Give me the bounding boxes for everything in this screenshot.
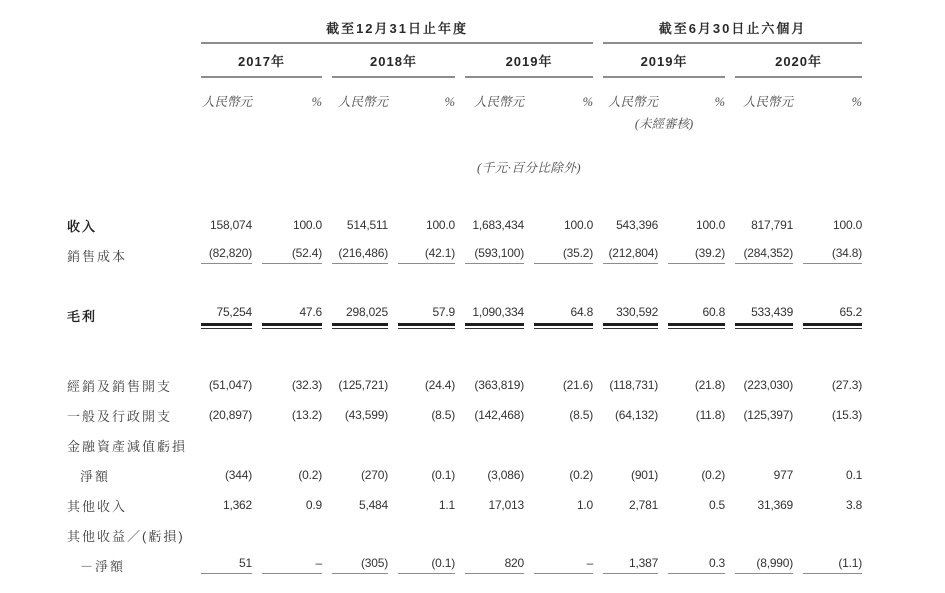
unaudited-note-row [67,110,862,132]
scale-note-cell [455,132,593,176]
percent-cell [793,240,862,270]
unit-header-row [67,78,862,110]
amount-cell [455,550,524,580]
cell-value: 543,396 [616,218,659,232]
amount-cell [455,400,524,430]
amount-cell [725,370,793,400]
row-label: －淨額 [80,558,126,574]
amount-cell [725,460,793,490]
cell-value: (125,397) [743,408,794,422]
percent-cell [658,460,725,490]
amount-cell [725,300,793,330]
income-statement-table [67,12,862,580]
amount-cell [322,300,388,330]
cell-value: (13.2) [291,408,322,422]
cell-value: 533,439 [735,305,793,326]
year-header-2019-interim: 2019年 [603,51,725,78]
cell-value: (118,731) [609,378,659,392]
amount-cell [455,240,524,270]
table-row-gross_profit [67,300,862,330]
year-col-2020-interim [725,44,862,78]
percent-cell [388,460,455,490]
period-group-annual [191,12,593,44]
amount-cell [322,490,388,520]
cell-value: (284,352) [735,246,793,264]
cell-value: 820 [465,556,524,574]
cell-value: 64.8 [534,305,593,326]
year-header-2018: 2018年 [332,51,455,78]
unit-percent-2020: % [851,95,863,109]
percent-cell [252,370,322,400]
year-col-2019-interim [593,44,725,78]
cell-value: 0.9 [305,498,322,512]
cell-value: (20,897) [208,408,252,422]
cell-value: 0.5 [708,498,726,512]
percent-cell [252,210,322,240]
unit-currency-2019: 人民幣元 [473,95,524,109]
cell-value: (27.3) [831,378,863,392]
table-body [67,210,862,580]
amount-cell [725,490,793,520]
scale-note-row [67,132,862,176]
cell-value: 31,369 [757,498,794,512]
percent-cell [252,460,322,490]
cell-value: 1,683,434 [472,218,524,232]
percent-cell [793,460,862,490]
cell-value: 2,781 [629,498,659,512]
unit-percent-2019-interim: % [714,95,726,109]
cell-value: 0.1 [845,468,863,482]
year-header-2017: 2017年 [201,51,322,78]
cell-value: (0.2) [298,468,322,482]
cell-value: 3.8 [845,498,863,512]
year-header-row [67,44,862,78]
cell-value: (52.4) [262,246,322,264]
unit-currency-2018: 人民幣元 [337,95,388,109]
cell-value: (593,100) [465,246,524,264]
cell-value: 100.0 [292,218,322,232]
cell-value: (34.8) [803,246,862,264]
cell-value: 57.9 [398,305,455,326]
percent-cell [252,240,322,270]
row-label: 一般及行政開支 [67,408,173,424]
cell-value: 330,592 [603,305,658,326]
cell-value: (82,820) [201,246,252,264]
percent-cell [252,550,322,580]
unit-currency-2019-interim: 人民幣元 [608,95,659,109]
cell-value: 51 [201,556,252,574]
row-label: 毛利 [67,308,98,324]
cell-value: (212,804) [603,246,658,264]
amount-cell [725,210,793,240]
amount-cell [191,370,252,400]
percent-cell [793,370,862,400]
amount-cell [455,490,524,520]
percent-cell [252,300,322,330]
cell-value: 100.0 [425,218,455,232]
amount-cell [593,490,658,520]
row-label: 銷售成本 [67,248,128,264]
unaudited-note: (未經審核) [634,117,694,131]
amount-cell [322,370,388,400]
year-col-2019 [455,44,593,78]
cell-value: (8.5) [431,408,455,422]
percent-cell [793,300,862,330]
empty-cell [67,132,191,176]
cell-value: (24.4) [424,378,455,392]
cell-value: 60.8 [668,305,725,326]
cell-value: 75,254 [201,305,252,326]
cell-value: (125,721) [338,378,388,392]
table-row-cost_of_sales [67,240,862,270]
cell-value: 17,013 [488,498,524,512]
percent-cell [524,240,593,270]
cell-value: 1.1 [438,498,455,512]
table-row-other_gains_caption [67,520,862,550]
cell-value: (223,030) [743,378,794,392]
cell-value: (51,047) [208,378,252,392]
period-group-interim [593,12,862,44]
amount-cell [322,210,388,240]
percent-cell [658,550,725,580]
percent-cell [524,210,593,240]
amount-cell [191,460,252,490]
empty-corner [67,12,191,44]
percent-cell [658,490,725,520]
empty-cell [191,110,593,132]
table-row-impairment_caption [67,430,862,460]
year-header-2019: 2019年 [465,51,593,78]
percent-cell [658,210,725,240]
amount-cell [191,240,252,270]
unit-currency-2020: 人民幣元 [743,95,794,109]
amount-cell [191,490,252,520]
table-row-general_admin_expenses [67,400,862,430]
cell-value: (21.8) [694,378,726,392]
unit-percent-2019: % [582,95,594,109]
cell-value: 65.2 [803,305,862,326]
unit-percent-2018: % [444,95,455,109]
table-row-other_income [67,490,862,520]
row-label: 其他收入 [67,498,128,514]
cell-value: (0.1) [431,468,455,482]
cell-value: (43,599) [344,408,388,422]
cell-value: 100.0 [564,218,594,232]
percent-cell [388,490,455,520]
percent-cell [388,550,455,580]
cell-value: – [262,556,322,574]
percent-cell [524,550,593,580]
cell-value: – [534,556,593,574]
year-col-2018 [322,44,455,78]
cell-value: (0.2) [701,468,726,482]
period-header-row [67,12,862,44]
amount-cell [593,210,658,240]
amount-cell [191,550,252,580]
empty-cell [593,132,862,176]
percent-cell [658,400,725,430]
cell-value: (11.8) [695,408,726,422]
scale-note: (千元·百分比除外) [477,161,581,175]
percent-cell [658,370,725,400]
percent-cell [658,240,725,270]
cell-value: 1.0 [576,498,594,512]
empty-cell [191,132,455,176]
cell-value: (42.1) [398,246,455,264]
amount-cell [322,400,388,430]
empty-cells [191,430,862,460]
percent-cell [388,400,455,430]
cell-value: (8.5) [569,408,594,422]
amount-cell [455,460,524,490]
cell-value: 514,511 [346,218,388,232]
amount-cell [455,210,524,240]
row-label: 淨額 [80,468,111,484]
cell-value: 5,484 [358,498,388,512]
amount-cell [593,400,658,430]
cell-value: (8,990) [735,556,793,574]
spacer [67,330,862,370]
year-header-2020-interim: 2020年 [735,51,862,78]
cell-value: 100.0 [696,218,726,232]
percent-cell [252,490,322,520]
cell-value: (0.1) [398,556,455,574]
cell-value: (0.2) [569,468,594,482]
amount-cell [455,370,524,400]
spacer-row [67,270,862,300]
amount-cell [322,240,388,270]
percent-cell [252,400,322,430]
amount-cell [725,240,793,270]
amount-cell [725,400,793,430]
amount-cell [191,210,252,240]
percent-cell [524,300,593,330]
cell-value: 1,387 [603,556,658,574]
cell-value: (142,468) [474,408,524,422]
amount-cell [322,460,388,490]
row-label: 收入 [67,218,98,234]
cell-value: (270) [360,468,388,482]
empty-cell [67,44,191,78]
cell-value: (901) [631,468,659,482]
cell-value: (305) [332,556,388,574]
percent-cell [524,400,593,430]
amount-cell [593,550,658,580]
cell-value: 1,362 [222,498,252,512]
table-row-impairment_net [67,460,862,490]
percent-cell [388,210,455,240]
amount-cell [593,240,658,270]
spacer [67,176,862,210]
percent-cell [388,240,455,270]
cell-value: (15.3) [831,408,863,422]
cell-value: (3,086) [487,468,524,482]
cell-value: (39.2) [668,246,725,264]
year-col-2017 [191,44,322,78]
cell-value: 100.0 [833,218,863,232]
empty-cell [67,110,191,132]
cell-value: (32.3) [291,378,322,392]
row-label: 其他收益／(虧損) [67,528,185,544]
amount-cell [191,400,252,430]
percent-cell [524,490,593,520]
percent-cell [388,370,455,400]
percent-cell [793,400,862,430]
cell-value: (216,486) [332,246,388,264]
amount-cell [191,300,252,330]
cell-value: 1,090,334 [465,305,524,326]
cell-value: (35.2) [534,246,593,264]
period-header-interim: 截至6月30日止六個月 [603,18,862,44]
amount-cell [593,370,658,400]
cell-value: 298,025 [332,305,388,326]
cell-value: 817,791 [751,218,794,232]
unit-currency-2017: 人民幣元 [201,95,252,109]
cell-value: (64,132) [614,408,659,422]
cell-value: 977 [773,468,794,482]
percent-cell [793,210,862,240]
cell-value: (21.6) [562,378,594,392]
percent-cell [388,300,455,330]
cell-value: 0.3 [668,556,725,574]
amount-cell [593,460,658,490]
amount-cell [593,300,658,330]
cell-value: 158,074 [210,218,252,232]
spacer [67,270,862,300]
empty-cell [67,78,191,110]
empty-cells [191,520,862,550]
table-row-other_gains_net [67,550,862,580]
empty-cell [725,110,862,132]
percent-cell [658,300,725,330]
percent-cell [524,460,593,490]
cell-value: (1.1) [803,556,862,574]
period-header-annual: 截至12月31日止年度 [201,18,593,44]
unit-percent-2017: % [311,95,322,109]
amount-cell [455,300,524,330]
table-row-revenue [67,210,862,240]
amount-cell [322,550,388,580]
cell-value: (344) [224,468,252,482]
cell-value: 47.6 [262,305,322,326]
spacer-row [67,176,862,210]
percent-cell [793,490,862,520]
percent-cell [524,370,593,400]
unaudited-note-cell [593,110,725,132]
cell-value: (363,819) [474,378,524,392]
amount-cell [725,550,793,580]
spacer-row [67,330,862,370]
row-label: 金融資產減值虧損 [67,438,188,454]
row-label: 經銷及銷售開支 [67,378,173,394]
percent-cell [793,550,862,580]
table-row-distribution_selling_expenses [67,370,862,400]
